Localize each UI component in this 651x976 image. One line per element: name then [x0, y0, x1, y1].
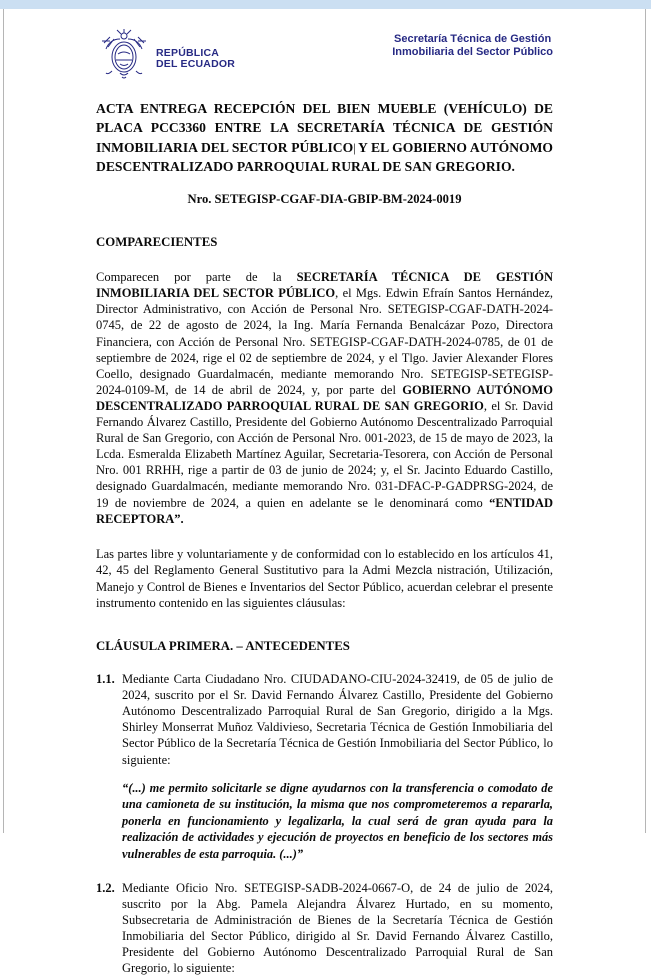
republic-logo-text — [156, 48, 235, 71]
item-text-1-1: Mediante Carta Ciudadano Nro. CIUDADANO-CIU-2024-32419, de 05 de julio de 2024, suscrito por el Sr. David Fernando Álvarez Castillo, Presidente del Gobierno Autónomo Descentralizado Parroquial Rural de San Gregorio, dirigido a la Mgs. Shirley Monserrat Muñoz Valdivieso, Secretaria Técnica de Gestión Inmobiliaria del Sector Público de la Secretaría Técnica de Gestión Inmobiliaria del Sector Público, lo siguiente: — [122, 672, 553, 767]
document-content — [4, 9, 645, 976]
item-number-1-1: 1.1. — [96, 672, 115, 687]
document-number: Nro. SETEGISP-CGAF-DIA-GBIP-BM-2024-0019 — [187, 192, 462, 207]
clause-1-heading: CLÁUSULA PRIMERA. – ANTECEDENTES — [96, 639, 350, 654]
citizen-letter-quote: “(...) me permito solicitarle se digne ayudarnos con la transferencia o comodato de una camioneta de su institución, la misma que nos comprometeremos a repararla, ponerla en funcionamiento y legalizarla, la cual será de gran ayuda para la realización de actividades y ejecución de proyectos en beneficio de los sectores más vulnerables de esta parroquia. (...)” — [122, 780, 553, 861]
comparecientes-paragraph-1: Comparecen por parte de la SECRETARÍA TÉCNICA DE GESTIÓN INMOBILIARIA DEL SECTOR PÚBLICO, el Mgs. Edwin Efraín Santos Hernández, Director Administrativo, con Acción de Personal Nro. SETEGISP-CGAF-DATH-2024-0745, de 22 de agosto de 2024, la Ing. María Fernanda Benalcázar Pozo, Directora Financiera, con Acción de Personal Nro. SETEGISP-CGAF-DATH-2024-0785, de 01 de septiembre de 2024, rige el 02 de septiembre de 2024, y el Tlgo. Javier Alexander Flores Coello, designado Guardalmacén, mediante memorando Nro. SETEGISP-SETEGISP-2024-0109-M, de 14 de abril de 2024, y, por parte del GOBIERNO AUTÓNOMO DESCENTRALIZADO PARROQUIAL RURAL DE SAN GREGORIO, el Sr. David Fernando Álvarez Castillo, Presidente del Gobierno Autónomo Descentralizado Parroquial Rural de San Gregorio, con Acción de Personal Nro. 001-2023, de 15 de mayo de 2023, la Lcda. Esmeralda Elizabeth Martínez Aguilar, Secretaria-Tesorera, con Acción de Personal Nro. 001 RRHH, rige a partir de 03 de junio de 2024; y, el Sr. Jacinto Eduardo Castillo, designado Guardalmacén, mediante memorando Nro. 031-DFAC-P-GADPRSG-2024, de 19 de noviembre de 2024, a quien en adelante se le denominará como “ENTIDAD RECEPTORA”. — [96, 270, 553, 526]
viewer-top-strip — [0, 0, 651, 9]
antecedente-item-1-2 — [96, 880, 553, 976]
antecedente-item-1-1 — [96, 671, 553, 768]
item-number-1-2: 1.2. — [96, 880, 115, 895]
org-name-line1: Secretaría Técnica de Gestión — [394, 33, 552, 45]
comparecientes-heading: COMPARECIENTES — [96, 235, 218, 250]
ecuador-coat-of-arms-icon — [96, 27, 152, 83]
document-title: ACTA ENTREGA RECEPCIÓN DEL BIEN MUEBLE (VEHÍCULO) DE PLACA PCC3360 ENTRE LA SECRETARÍA TÉCNICA DE GESTIÓN INMOBILIARIA DEL SECTOR PÚBLICO| Y EL GOBIERNO AUTÓNOMO DESCENTRALIZADO PARROQUIAL RURAL DE SAN GREGORIO. — [96, 101, 553, 174]
org-name-line2: Inmobiliaria del Sector Público — [392, 46, 553, 58]
comparecientes-paragraph-2: Las partes libre y voluntariamente y de conformidad con lo establecido en los artículos 41, 42, 45 del Reglamento General Sustitutivo para la Admi Mezcla nistración, Utilización, Manejo y Control de Bienes e Inventarios del Sector Público, acuerdan celebrar el presente instrumento contenido en las siguientes cláusulas: — [96, 546, 553, 610]
item-text-1-2: Mediante Oficio Nro. SETEGISP-SADB-2024-0667-O, de 24 de julio de 2024, suscrito por la Abg. Pamela Alejandra Álvarez Hurtado, en su momento, Subsecretaria de Administración de Bienes de la Secretaría Técnica de Gestión Inmobiliaria del Sector Público, dirigido al Sr. David Fernando Álvarez Castillo, Presidente del Gobierno Autónomo Descentralizado Parroquial Rural de San Gregorio, lo siguiente: — [122, 880, 553, 976]
republic-logo — [96, 27, 235, 83]
logo-text-line1: REPÚBLICA — [156, 46, 220, 59]
document-page — [3, 9, 646, 976]
document-header — [96, 27, 553, 83]
logo-text-line2: DEL ECUADOR — [156, 58, 236, 70]
org-name — [392, 33, 553, 59]
